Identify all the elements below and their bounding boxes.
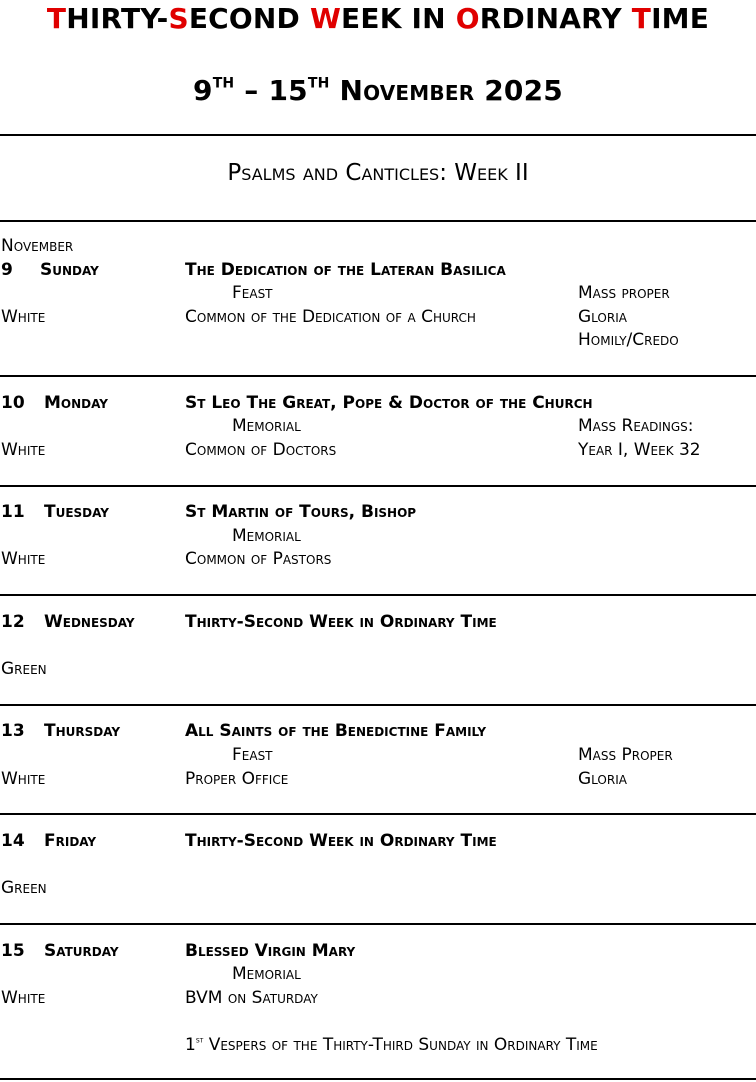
divider (0, 134, 756, 136)
day-number: 12 (1, 612, 25, 632)
celebration-rank: Feast (232, 745, 273, 765)
vespers-note: 1st Vespers of the Thirty-Third Sunday in Ordinary Time (185, 1035, 598, 1055)
celebration-title: Thirty-Second Week in Ordinary Time (185, 831, 497, 851)
mass-note: Year I, Week 32 (578, 440, 701, 460)
day-name: Saturday (44, 941, 119, 961)
celebration-title: St Leo The Great, Pope & Doctor of the Church (185, 393, 593, 413)
day-number: 13 (1, 721, 25, 741)
office-note: BVM on Saturday (185, 988, 318, 1008)
mass-note: Homily/Credo (578, 330, 679, 350)
day-name: Tuesday (44, 502, 109, 522)
celebration-rank: Memorial (232, 416, 301, 436)
day-number: 14 (1, 831, 25, 851)
liturgical-colour: White (1, 307, 46, 327)
celebration-title: Thirty-Second Week in Ordinary Time (185, 612, 497, 632)
day-number: 15 (1, 941, 25, 961)
divider (0, 704, 756, 706)
office-note: Common of Doctors (185, 440, 337, 460)
day-name: Friday (44, 831, 97, 851)
mass-note: Mass Proper (578, 745, 673, 765)
day-name: Thursday (44, 721, 121, 741)
day-name: Wednesday (44, 612, 135, 632)
liturgical-colour: White (1, 549, 46, 569)
liturgical-colour: White (1, 769, 46, 789)
celebration-title: St Martin of Tours, Bishop (185, 502, 417, 522)
office-note: Proper Office (185, 769, 289, 789)
day-number: 10 (1, 393, 25, 413)
mass-note: Mass proper (578, 283, 670, 303)
mass-note: Mass Readings: (578, 416, 694, 436)
celebration-title: All Saints of the Benedictine Family (185, 721, 487, 741)
mass-note: Gloria (578, 769, 627, 789)
divider (0, 1078, 756, 1080)
divider (0, 375, 756, 377)
page-title: THIRTY-SECOND WEEK IN ORDINARY TIME (46, 2, 710, 35)
liturgical-colour: Green (1, 878, 47, 898)
celebration-title: The Dedication of the Lateran Basilica (185, 260, 506, 280)
celebration-rank: Memorial (232, 964, 301, 984)
office-note: Common of the Dedication of a Church (185, 307, 476, 327)
day-name: Monday (44, 393, 108, 413)
celebration-title: Blessed Virgin Mary (185, 941, 356, 961)
day-number: 11 (1, 502, 25, 522)
divider (0, 813, 756, 815)
liturgical-colour: White (1, 440, 46, 460)
day-name: Sunday (40, 260, 99, 280)
office-note: Common of Pastors (185, 549, 332, 569)
divider (0, 923, 756, 925)
liturgical-colour: Green (1, 659, 47, 679)
mass-note: Gloria (578, 307, 627, 327)
divider (0, 594, 756, 596)
psalter-week-heading: Psalms and Canticles: Week II (227, 160, 529, 186)
month-label: November (1, 236, 74, 256)
liturgical-colour: White (1, 988, 46, 1008)
divider (0, 220, 756, 222)
divider (0, 485, 756, 487)
celebration-rank: Feast (232, 283, 273, 303)
celebration-rank: Memorial (232, 526, 301, 546)
day-number: 9 (1, 260, 13, 280)
date-range-heading: 9TH – 15TH November 2025 (193, 74, 563, 107)
